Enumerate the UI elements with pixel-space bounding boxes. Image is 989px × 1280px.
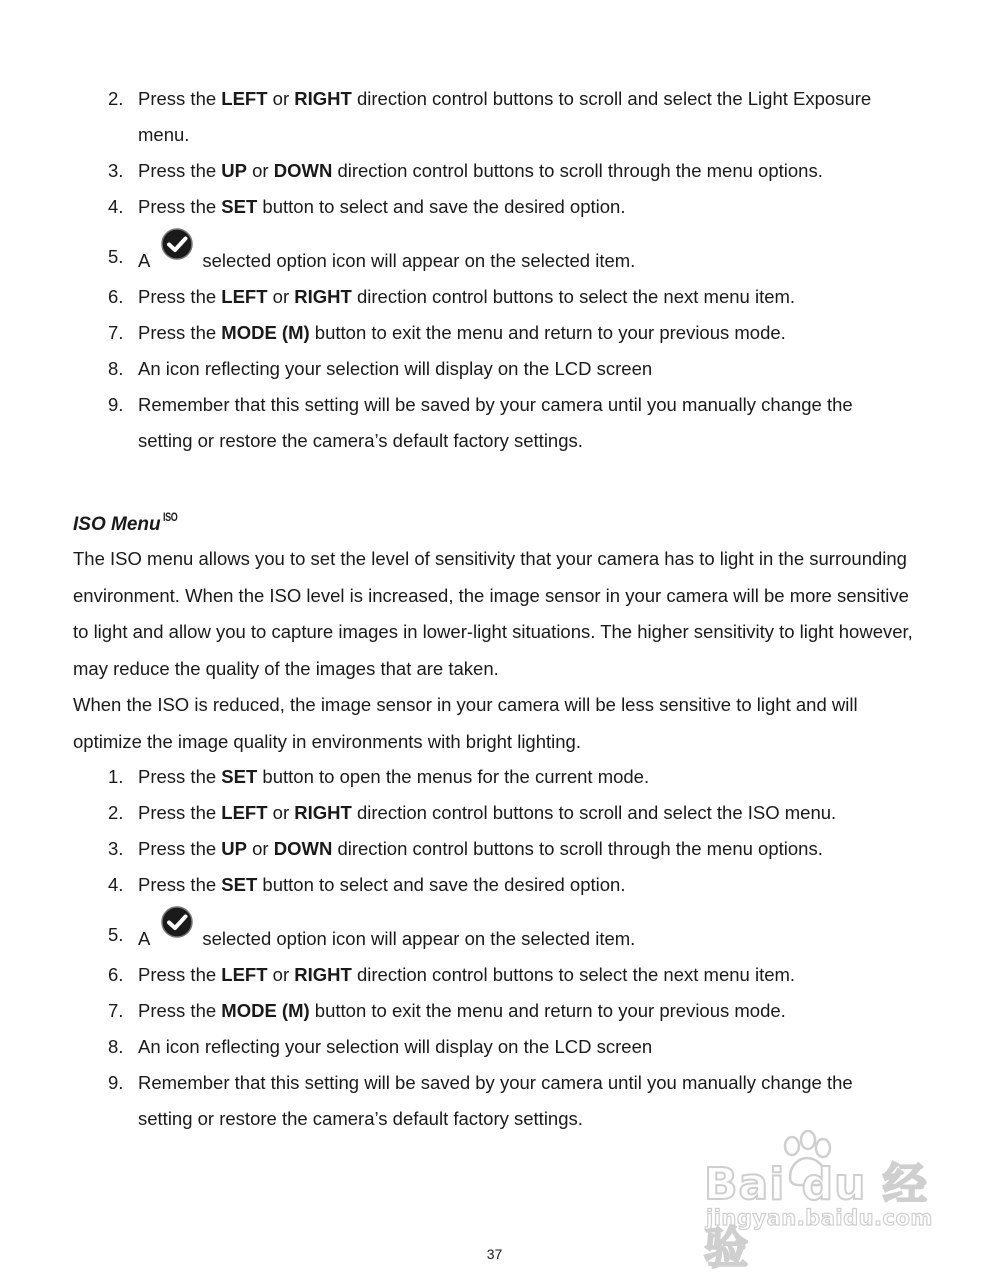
text-run: direction control buttons to scroll and select the Light Exposure menu. <box>138 88 872 145</box>
bold-term: DOWN <box>273 160 333 181</box>
text-run: selected option icon will appear on the selected item. <box>202 250 636 271</box>
text-run: button to open the menus for the current mode. <box>257 766 650 787</box>
list-item <box>0 903 989 957</box>
bold-term: MODE (M) <box>221 322 310 343</box>
list-item-number: 4. <box>108 196 124 217</box>
list-item <box>0 81 989 153</box>
text-run: Remember that this setting will be saved by your camera until you manually change the setting or restore the camera’s default factory settings. <box>138 1072 853 1129</box>
check-icon <box>160 905 194 939</box>
bold-term: SET <box>221 196 258 217</box>
watermark-logo: Bai du 经验 <box>704 1159 928 1274</box>
list-item-number: 5. <box>108 924 124 945</box>
list-item-text <box>138 867 908 903</box>
text-run: A <box>138 928 151 949</box>
list-item-text <box>138 759 908 795</box>
bold-term: RIGHT <box>294 286 352 307</box>
list-item-number: 5. <box>108 246 124 267</box>
iso-icon: ISO <box>162 510 178 524</box>
list-item-text <box>138 795 908 831</box>
text-run: Press the <box>138 196 222 217</box>
list-item-text <box>138 1065 908 1137</box>
text-run: An icon reflecting your selection will display on the LCD screen <box>138 1036 653 1057</box>
text-run: Press the <box>138 964 222 985</box>
list-item-text <box>138 315 908 351</box>
text-run: direction control buttons to scroll and select the ISO menu. <box>351 802 837 823</box>
list-item-text <box>138 239 908 279</box>
bold-term: DOWN <box>273 838 333 859</box>
list-item-number: 6. <box>108 286 124 307</box>
steps-list-light-exposure <box>0 81 989 459</box>
text-run: Press the <box>138 322 222 343</box>
list-item-number: 3. <box>108 160 124 181</box>
list-item-number: 1. <box>108 766 124 787</box>
text-run: Remember that this setting will be saved by your camera until you manually change the setting or restore the camera’s default factory settings. <box>138 394 853 451</box>
intro-paragraph: The ISO menu allows you to set the level of sensitivity that your camera has to light in the surrounding environment. When the ISO level is increased, the image sensor in your camera will be more sensitive to light and allow you to capture images in lower-light situations. The higher sensitivity to light however, may reduce the quality of the images that are taken. <box>73 548 913 679</box>
text-run: Press the <box>138 1000 222 1021</box>
section-title: ISO Menu <box>73 514 161 535</box>
bold-term: SET <box>221 874 258 895</box>
text-run: or <box>267 286 295 307</box>
page-number: 37 <box>486 1246 503 1262</box>
text-run: or <box>247 160 274 181</box>
steps-list-iso <box>0 759 989 1137</box>
list-item-number: 9. <box>108 1072 124 1093</box>
list-item <box>0 351 989 387</box>
bold-term: RIGHT <box>294 802 352 823</box>
bold-term: RIGHT <box>294 88 352 109</box>
text-run: direction control buttons to select the next menu item. <box>351 286 796 307</box>
list-item-text <box>138 153 908 189</box>
list-item <box>0 153 989 189</box>
text-run: selected option icon will appear on the selected item. <box>202 928 636 949</box>
list-item-text <box>138 917 908 957</box>
list-item-text <box>138 1029 908 1065</box>
text-run: Press the <box>138 766 222 787</box>
list-item <box>0 831 989 867</box>
list-item-number: 4. <box>108 874 124 895</box>
text-run: Press the <box>138 160 222 181</box>
text-run: or <box>267 802 295 823</box>
intro-paragraph: When the ISO is reduced, the image sensor in your camera will be less sensitive to light and will optimize the image quality in environments with bright lighting. <box>73 694 858 752</box>
bold-term: UP <box>221 838 247 859</box>
list-item <box>0 225 989 279</box>
list-item <box>0 1065 989 1137</box>
text-run: Press the <box>138 874 222 895</box>
text-run: An icon reflecting your selection will display on the LCD screen <box>138 358 653 379</box>
text-run: Press the <box>138 838 222 859</box>
list-item <box>0 957 989 993</box>
list-item <box>0 315 989 351</box>
check-icon <box>160 227 194 261</box>
bold-term: LEFT <box>221 802 268 823</box>
list-item-text <box>138 387 908 459</box>
list-item-number: 3. <box>108 838 124 859</box>
text-run: or <box>247 838 274 859</box>
list-item-text <box>138 351 908 387</box>
list-item-number: 8. <box>108 1036 124 1057</box>
text-run: button to select and save the desired option. <box>257 196 626 217</box>
bold-term: RIGHT <box>294 964 352 985</box>
watermark-url: jingyan.baidu.com <box>706 1206 933 1230</box>
list-item <box>0 189 989 225</box>
text-run: button to exit the menu and return to your previous mode. <box>309 322 786 343</box>
text-run: button to select and save the desired option. <box>257 874 626 895</box>
bold-term: LEFT <box>221 88 268 109</box>
list-item <box>0 1029 989 1065</box>
list-item-number: 2. <box>108 802 124 823</box>
bold-term: UP <box>221 160 247 181</box>
list-item-number: 7. <box>108 322 124 343</box>
list-item-number: 9. <box>108 394 124 415</box>
list-item-text <box>138 81 908 153</box>
list-item <box>0 795 989 831</box>
list-item-text <box>138 831 908 867</box>
list-item-number: 7. <box>108 1000 124 1021</box>
text-run: or <box>267 88 295 109</box>
text-run: Press the <box>138 286 222 307</box>
list-item <box>0 279 989 315</box>
text-run: or <box>267 964 295 985</box>
list-item-text <box>138 957 908 993</box>
list-item-number: 6. <box>108 964 124 985</box>
text-run: direction control buttons to scroll through the menu options. <box>332 160 823 181</box>
list-item-text <box>138 993 908 1029</box>
text-run: Press the <box>138 88 222 109</box>
bold-term: LEFT <box>221 286 268 307</box>
bold-term: LEFT <box>221 964 268 985</box>
section-heading <box>73 502 182 540</box>
text-run: direction control buttons to select the next menu item. <box>351 964 796 985</box>
list-item <box>0 867 989 903</box>
list-item <box>0 993 989 1029</box>
text-run: A <box>138 250 151 271</box>
bold-term: SET <box>221 766 258 787</box>
text-run: button to exit the menu and return to your previous mode. <box>309 1000 786 1021</box>
list-item-text <box>138 189 908 225</box>
watermark <box>700 1130 940 1274</box>
list-item-number: 2. <box>108 88 124 109</box>
list-item <box>0 759 989 795</box>
text-run: Press the <box>138 802 222 823</box>
text-run: direction control buttons to scroll through the menu options. <box>332 838 823 859</box>
list-item <box>0 387 989 459</box>
list-item-number: 8. <box>108 358 124 379</box>
bold-term: MODE (M) <box>221 1000 310 1021</box>
section-intro <box>73 541 913 760</box>
list-item-text <box>138 279 908 315</box>
